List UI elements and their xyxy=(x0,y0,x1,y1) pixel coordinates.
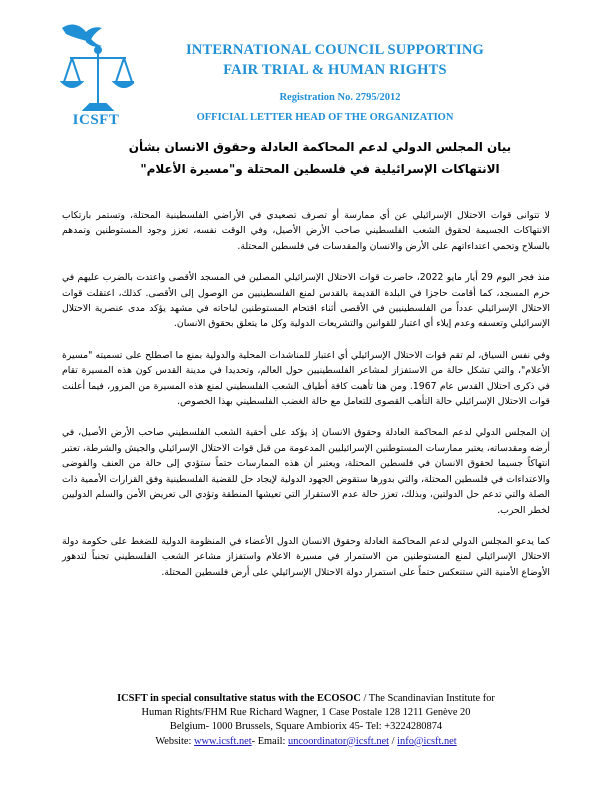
registration-number: Registration No. 2795/2012 xyxy=(279,92,401,103)
email-link-info[interactable]: info@icsft.net xyxy=(397,735,457,747)
statement-title-line1: بيان المجلس الدولي لدعم المحاكمة العادلة وحقوق الانسان بشأن xyxy=(128,140,512,154)
org-name-line1: INTERNATIONAL COUNCIL SUPPORTING xyxy=(185,42,485,58)
paragraph-4: إن المجلس الدولي لدعم المحاكمة العادلة وحقوق الانسان إذ يؤكد على أحقية الشعب الفلسطيني صاحب الأرض الأصيل، في أرضه ومقدساته، يعتبر ممارسات المستوطنين الإسرائيليين المدعومة من قبل قوات الاحتلال الإسرائيلي والجيش والشرطة، تعتبر انتهاكاً جسيما لحقوق الانسان في فلسطين المحتلة، ويعتبر أن هذه الممارسات حتماً ستؤدي إلى حالة من العنف والفوضى والاعتداءات في فلسطين المحتلة، والتي بدورها ستقوض الجهود الدولية لإيجاد حل للقضية الفلسطينية وفق القرارات الأممية ذات الصلة والتي تدعم حل الدولتين، وبذلك، تعزز حالة عدم الاستقرار التي تعيشها المنطقة وتؤدي الى تعريض الأمن والسلم الدوليين لخطر الحرب. xyxy=(62,427,550,516)
footer-contacts xyxy=(60,735,552,749)
email-label: - Email: xyxy=(251,735,289,747)
org-name-line2: FAIR TRIAL & HUMAN RIGHTS xyxy=(223,62,447,78)
email-link-uncoordinator[interactable]: uncoordinator@icsft.net xyxy=(288,735,390,747)
paragraph-3: وفي نفس السياق، لم تقم قوات الاحتلال الإسرائيلي أي اعتبار للمناشدات المحلية والدولية بمنع ما اصطلح على تسميته "مسيرة الأعلام"، والتي تشكل حالة من الاستفزاز لمشاعر الفلسطينيين حول العالم، وتحديدا في مدينة القدس كون هذه المسيرة تقام في ذكرى احتلال القدس عام 1967. ومن هنا تأهبت كافة أطياف الشعب الفلسطيني لمنع هذه المسيرة من المرور، فيما أعلنت قوات الاحتلال الإسرائيلي حالة التأهب القصوى للتعامل مع حالة الغضب الفلسطيني بهذا الخصوص. xyxy=(62,349,550,408)
consultative-status: ICSFT in special consultative status with the ECOSOC xyxy=(117,693,361,704)
paragraph-5: كما يدعو المجلس الدولي لدعم المحاكمة العادلة وحقوق الانسان الدول الأعضاء في المنظومة الدولية للضغط على حكومة دولة الاحتلال الإسرائيلي لمنع المستوطنين من الاستمرار في مسيرة الاعلام واستفزاز مشاعر الشعب الفلسطيني تجنباً لتدهور الأوضاع الأمنية التي ستنعكس حتماً على استمرار دولة الاحتلال الإسرائيلي على أرض فلسطين المحتلة. xyxy=(62,535,550,578)
institute-name: / The Scandinavian Institute for xyxy=(360,693,495,704)
paragraph-2: منذ فجر اليوم 29 أيار مايو 2022، حاصرت قوات الاحتلال الإسرائيلي المصلين في المسجد الأقصى واعتدت بالضرب عليهم في حرم المسجد، كما أقامت حاجزا في البلدة القديمة بالقدس لمنع الفلسطينيين من الوصول إلى الأقصى. كذلك، اعتقلت قوات الاحتلال الإسرائيلي عدداً من الفلسطينيين في الأقصى أثناء اقتحام المستوطنين لباحاته في مشهد يؤكد مدى عنصرية الاحتلال الإسرائيلي وتعسفه وعدم إيلاء أي اعتبار للقوانين والتشريعات الدولية وكل ما يتعلق بحقوق الانسان. xyxy=(62,272,551,330)
footer-address-line2: Belgium- 1000 Brussels, Square Ambiorix 45- Tel: +3224280874 xyxy=(169,721,443,733)
footer xyxy=(60,692,552,749)
logo-acronym: ICSFT xyxy=(72,112,120,128)
statement-body xyxy=(62,208,550,596)
statement-title xyxy=(100,136,540,180)
website-link[interactable]: www.icsft.net xyxy=(194,735,252,747)
scales-icon xyxy=(62,46,134,110)
footer-line1 xyxy=(60,692,552,706)
official-letterhead-label: OFFICIAL LETTER HEAD OF THE ORGANIZATION xyxy=(196,112,454,123)
email-separator: / xyxy=(389,735,398,747)
letterhead xyxy=(0,0,612,130)
dove-icon xyxy=(62,25,102,47)
organization-name xyxy=(140,40,530,80)
statement-title-line2: الانتهاكات الإسرائيلية في فلسطين المحتلة و"مسيرة الأعلام" xyxy=(140,162,500,176)
footer-address-line1: Human Rights/FHM Rue Richard Wagner, 1 Case Postale 128 1211 Genève 20 xyxy=(141,707,471,719)
paragraph-1: لا تتوانى قوات الاحتلال الإسرائيلي عن أي ممارسة أو تصرف تصعيدي في الأراضي الفلسطينية المحتلة، وتستمر بارتكاب الانتهاكات الجسيمة لحقوق الشعب الفلسطيني صاحب الأرض الأصيل، وفي الوقت نفسه، تعزز وجود المستوطنين وتمدهم بالسلاح وتحمي اعتداءاتهم على الأرض والانسان والمقدسات في فلسطين المحتلة. xyxy=(62,210,550,252)
website-label: Website: xyxy=(155,735,195,747)
